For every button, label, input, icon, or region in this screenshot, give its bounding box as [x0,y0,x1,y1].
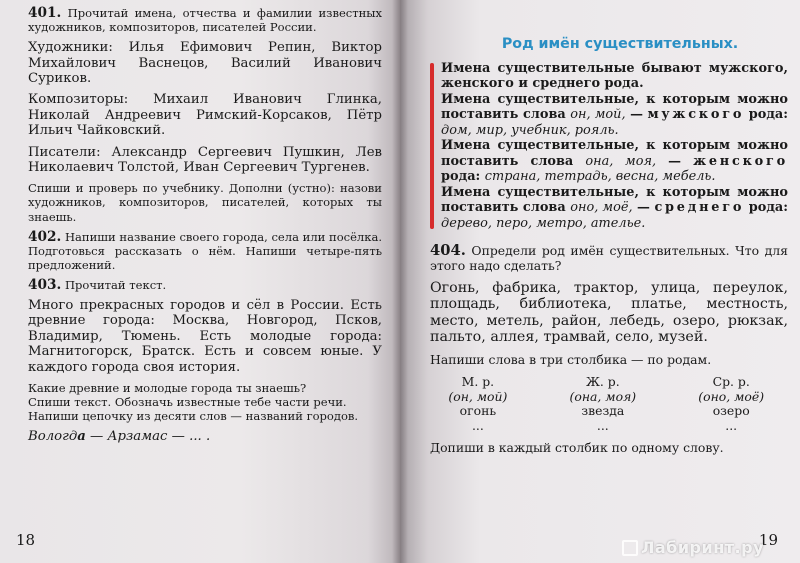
task-403-instruction: Спиши текст. Обозначь известные тебе части речи. [28,395,347,410]
column-heading: М. р. [461,373,495,389]
rule-text: Имена существительные, к которым можно поставить слова [441,138,788,169]
rule-words: он, мой, [570,107,626,123]
column-hint: (он, мой) [448,388,508,404]
watermark [622,538,764,557]
task-404-final: Допиши в каждый столбик по одному слову. [430,440,724,456]
task-401 [28,6,382,34]
rule-text: рода: [744,107,788,123]
rule-3 [441,138,788,184]
rule-dash: — [625,107,648,123]
watermark-text: Лабиринт.ру [641,538,764,557]
task-404 [430,243,788,273]
task-402 [28,230,382,272]
column-feminine [570,375,637,434]
section-title: Род имён существительных. [501,35,739,52]
task-text: Прочитай имена, отчества и фамилии известных художников, композиторов, писателей России. [28,6,382,35]
page-number-left: 18 [16,531,36,549]
column-example: озеро [712,403,750,419]
right-page [400,0,800,563]
task-number: 401. [28,5,62,21]
rule-1: Имена существительные бывают мужского, женского и среднего рода. [441,60,788,92]
rule-text: рода: [744,200,789,216]
column-hint: (она, моя) [569,388,637,404]
task-403-chain-task: Напиши цепочку из десяти слов — названий городов. [28,409,359,424]
task-text: Прочитай текст. [64,277,167,292]
chain-start: Вологд [28,429,78,445]
column-ellipsis: ... [596,418,609,434]
column-masculine [448,375,507,434]
rule-2 [441,92,788,138]
column-hint: (оно, моё) [698,388,765,404]
task-number: 404. [430,241,466,259]
task-401-instruction: Спиши и проверь по учебнику. Дополни (устно): назови художников, композиторов, писателей, которых ты знаешь. [28,181,382,224]
rule-words: оно, моё, [570,200,633,216]
column-example: огонь [459,403,497,419]
chain-highlight: а [77,429,86,445]
writers-paragraph: Писатели: Александр Сергеевич Пушкин, Лев Николаевич Толстой, Иван Сергеевич Тургенев. [28,144,382,175]
artists-paragraph: Художники: Илья Ефимович Репин, Виктор Михайлович Васнецов, Василий Иванович Суриков. [28,40,382,86]
task-number: 403. [28,276,62,293]
book-gutter [392,0,408,563]
composers-paragraph: Композиторы: Михаил Иванович Глинка, Николай Андреевич Римский-Корсаков, Пётр Ильич Чайковский. [28,92,382,139]
column-ellipsis: ... [725,418,738,434]
task-number: 402. [28,228,62,245]
column-example: звезда [581,403,625,419]
rule-gender: женского [693,153,789,169]
rule-gender: мужского [647,107,745,123]
labirint-logo-icon [622,540,638,556]
task-403-body: Много прекрасных городов и сёл в России. Есть древние города: Москва, Новгород, Псков, Владимир, Тюмень. Есть молодые города: Магнитогорск, Братск. Есть и совсем юные. У каждого города своя история. [28,298,382,375]
rule-gender: среднего [654,200,745,216]
gender-columns [430,375,788,434]
task-text: Определи род имён существительных. Что для этого надо сделать? [430,242,788,274]
rule-text: рода: [441,169,485,185]
chain-example [28,429,382,444]
rule-margin-line [430,63,434,230]
chain-rest: — Арзамас — ... . [85,429,211,445]
column-heading: Ср. р. [712,373,750,389]
task-403 [28,278,382,292]
task-404-words: Огонь, фабрика, трактор, улица, переулок, площадь, библиотека, платье, местность, место, метель, район, лебедь, озеро, рюкзак, пальто, аллея, трамвай, село, музей. [430,279,788,346]
rule-dash: — [632,200,655,216]
page-number-right: 19 [758,531,778,549]
rule-examples: дом, мир, учебник, рояль. [441,122,619,138]
column-ellipsis: ... [471,418,484,434]
rule-4 [441,185,788,231]
rule-text: Имена существительные, к которым можно поставить слова [441,91,788,123]
task-text: Напиши название своего города, села или посёлка. Подготовься рассказать о нём. Напиши четыре-пять предложений. [28,229,382,272]
task-404-instruction: Напиши слова в три столбика — по родам. [430,352,712,368]
column-heading: Ж. р. [585,373,620,389]
rule-words: она, моя, [585,153,657,169]
rule-text: Имена существительные, к которым можно поставить слова [441,184,788,216]
rule-examples: дерево, перо, метро, ателье. [441,215,646,231]
column-neuter [698,375,764,434]
task-403-question: Какие древние и молодые города ты знаешь? [28,380,307,395]
rule-dash: — [656,153,694,169]
rule-examples: страна, тетрадь, весна, мебель. [484,169,716,185]
rule-box [430,61,788,231]
